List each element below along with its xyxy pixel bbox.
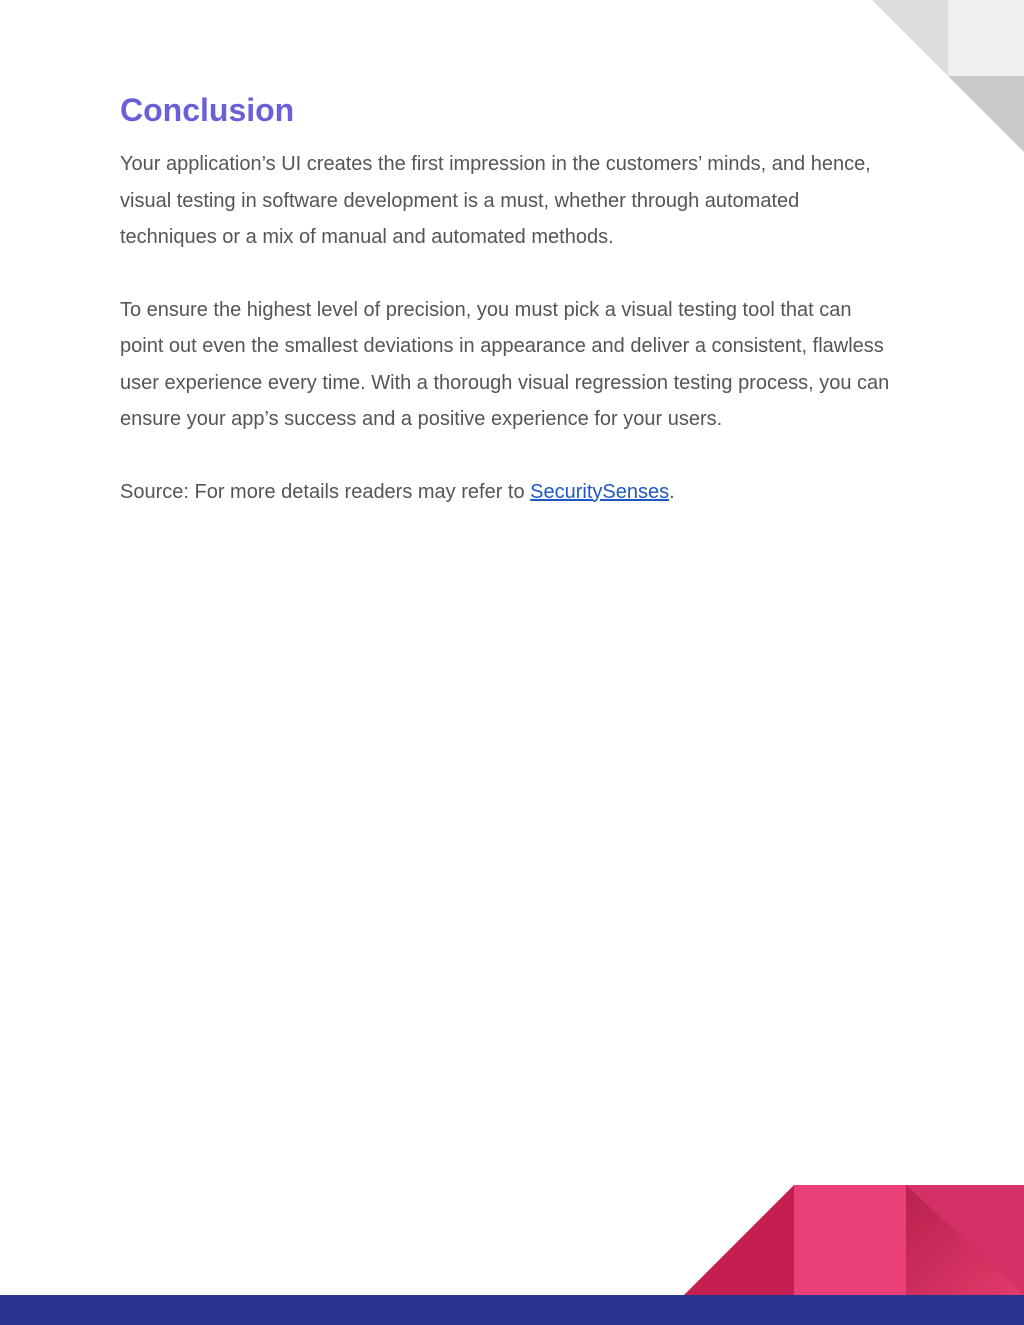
- source-prefix: Source: For more details readers may refer to: [120, 480, 531, 503]
- document-body: [120, 88, 890, 546]
- source-link[interactable]: SecuritySenses: [530, 480, 670, 503]
- source-line: [120, 474, 890, 511]
- source-suffix: .: [669, 480, 675, 503]
- paragraph-precision: To ensure the highest level of precision, you must pick a visual testing tool that can point out even the smallest deviations in appearance and deliver a consistent, flawless user experience every time. With a thorough visual regression testing process, you can ensure your app’s success and a positive experience for your users.: [120, 298, 890, 430]
- section-heading: Conclusion: [120, 92, 295, 128]
- paragraph-intro: Your application’s UI creates the first impression in the customers’ minds, and hence, visual testing in software development is a must, whether through automated techniques or a mix of manual and automated methods.: [120, 153, 871, 248]
- footer-bar: [0, 1295, 1024, 1325]
- top-right-corner-decoration: [872, 0, 1024, 152]
